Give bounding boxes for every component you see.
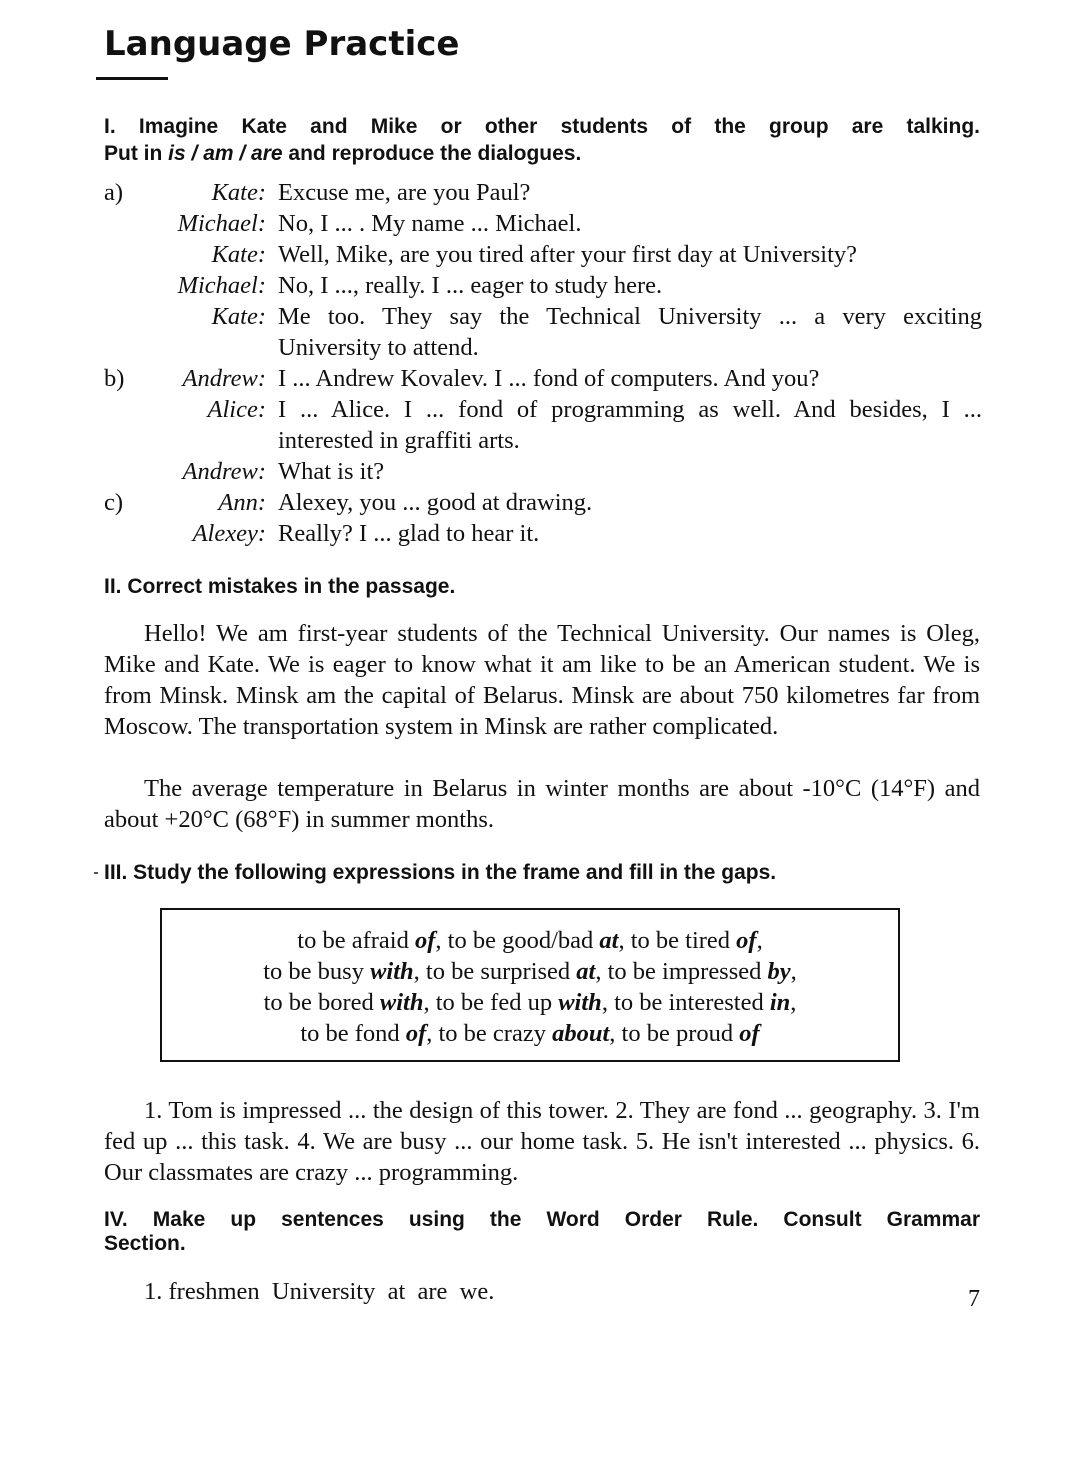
dialogue-line xyxy=(104,177,984,208)
exercise-3-sentences: 1. Tom is impressed ... the design of this tower. 2. They are fond ... geography. 3. I'm fed up ... this task. 4. We are busy ... our home task. 5. He isn't interested ... physics. 6. Our classmates are crazy ... programming. xyxy=(104,1097,980,1186)
exercise-2-heading: II. Correct mistakes in the passage. xyxy=(104,575,456,598)
verb-forms: is / am / are xyxy=(168,142,283,165)
dialogue-text: No, I ... . My name ... Michael. xyxy=(278,210,582,237)
dialogue-text: interested in graffiti arts. xyxy=(278,427,520,454)
dialogue-text: What is it? xyxy=(278,458,385,485)
preposition: in xyxy=(769,989,791,1016)
dialogue-text: Alexey, you ... good at drawing. xyxy=(278,489,593,516)
margin-mark xyxy=(94,872,98,874)
dialogue-line xyxy=(104,425,984,456)
dialogue-line xyxy=(104,301,984,332)
exercise-1-heading-line2: Put in is / am / are and reproduce the dialogues. xyxy=(104,142,582,165)
title-underline xyxy=(96,77,168,80)
dialogue-text: I ... Andrew Kovalev. I ... fond of computers. And you? xyxy=(278,365,820,392)
preposition: at xyxy=(599,927,619,954)
dialogue-text: University to attend. xyxy=(278,334,479,361)
exercise-1-heading xyxy=(104,113,980,140)
speaker-name: Andrew: xyxy=(182,458,266,485)
dialogue-line xyxy=(104,332,984,363)
dialogue-line xyxy=(104,363,984,394)
dialogue-text: No, I ..., really. I ... eager to study here. xyxy=(278,272,663,299)
dialogue-line xyxy=(104,270,984,301)
exercise-4-heading-line2: Section. xyxy=(104,1232,186,1255)
exercise-4-item-1: 1. freshmen University at are we. xyxy=(144,1278,495,1305)
exercise-2-paragraph-1: Hello! We am first-year students of the Technical University. Our names is Oleg, Mike and Kate. We is eager to know what it am like to be an American student. We is from Minsk. Minsk am the capital of Belarus. Minsk are about 750 kilometres far from Moscow. The transportation system in Minsk are rather complicated. xyxy=(104,620,980,740)
speaker-name: Kate: xyxy=(211,179,266,206)
preposition: with xyxy=(370,958,414,985)
dialogue-line xyxy=(104,208,984,239)
dialogue-letter: b) xyxy=(104,365,125,392)
dialogue-letter: c) xyxy=(104,489,124,516)
exercise-2-paragraph-2: The average temperature in Belarus in winter months are about -10°C (14°F) and about +20°C (68°F) in summer months. xyxy=(104,775,980,833)
preposition: about xyxy=(552,1020,610,1047)
dialogue-list xyxy=(104,177,984,549)
dialogue-line xyxy=(104,394,984,425)
exercise-3-heading: III. Study the following expressions in the frame and fill in the gaps. xyxy=(104,861,777,884)
preposition: of xyxy=(405,1020,427,1047)
dialogue-text: Excuse me, are you Paul? xyxy=(278,179,531,206)
preposition: by xyxy=(767,958,791,985)
preposition: of xyxy=(414,927,436,954)
dialogue-letter: a) xyxy=(104,179,124,206)
page-number: 7 xyxy=(968,1286,980,1312)
preposition: at xyxy=(576,958,596,985)
exercise-1-heading-line1: I. Imagine Kate and Mike or other students of the group are talking. xyxy=(104,115,980,138)
dialogue-text: Well, Mike, are you tired after your first day at University? xyxy=(278,241,858,268)
expressions-row-2: to be busy with, to be surprised at, to be impressed by, xyxy=(263,958,797,985)
speaker-name: Kate: xyxy=(211,303,266,330)
dialogue-line xyxy=(104,456,984,487)
preposition: with xyxy=(379,989,424,1016)
exercise-4-heading-line1: IV. Make up sentences using the Word Order Rule. Consult Grammar xyxy=(104,1208,980,1231)
dialogue-text: Really? I ... glad to hear it. xyxy=(278,520,540,547)
speaker-name: Alice: xyxy=(207,396,266,423)
preposition: of xyxy=(736,927,757,954)
speaker-name: Kate: xyxy=(211,241,266,268)
speaker-name: Michael: xyxy=(177,210,266,237)
preposition: with xyxy=(558,989,602,1016)
expressions-row-4: to be fond of, to be crazy about, to be proud of xyxy=(300,1020,760,1047)
speaker-name: Michael: xyxy=(177,272,266,299)
dialogue-text: Me too. They say the Technical University ... a very exciting xyxy=(278,303,982,330)
expressions-row-1: to be afraid of, to be good/bad at, to be tired of, xyxy=(297,927,763,954)
speaker-name: Alexey: xyxy=(192,520,266,547)
page-title: Language Practice xyxy=(104,24,460,64)
dialogue-line xyxy=(104,487,984,518)
speaker-name: Andrew: xyxy=(182,365,266,392)
expressions-row-3: to be bored with, to be fed up with, to be interested in, xyxy=(263,989,797,1016)
speaker-name: Ann: xyxy=(218,489,266,516)
dialogue-text: I ... Alice. I ... fond of programming as well. And besides, I ... xyxy=(278,396,982,423)
dialogue-line xyxy=(104,239,984,270)
dialogue-line xyxy=(104,518,984,549)
preposition: of xyxy=(739,1020,760,1047)
